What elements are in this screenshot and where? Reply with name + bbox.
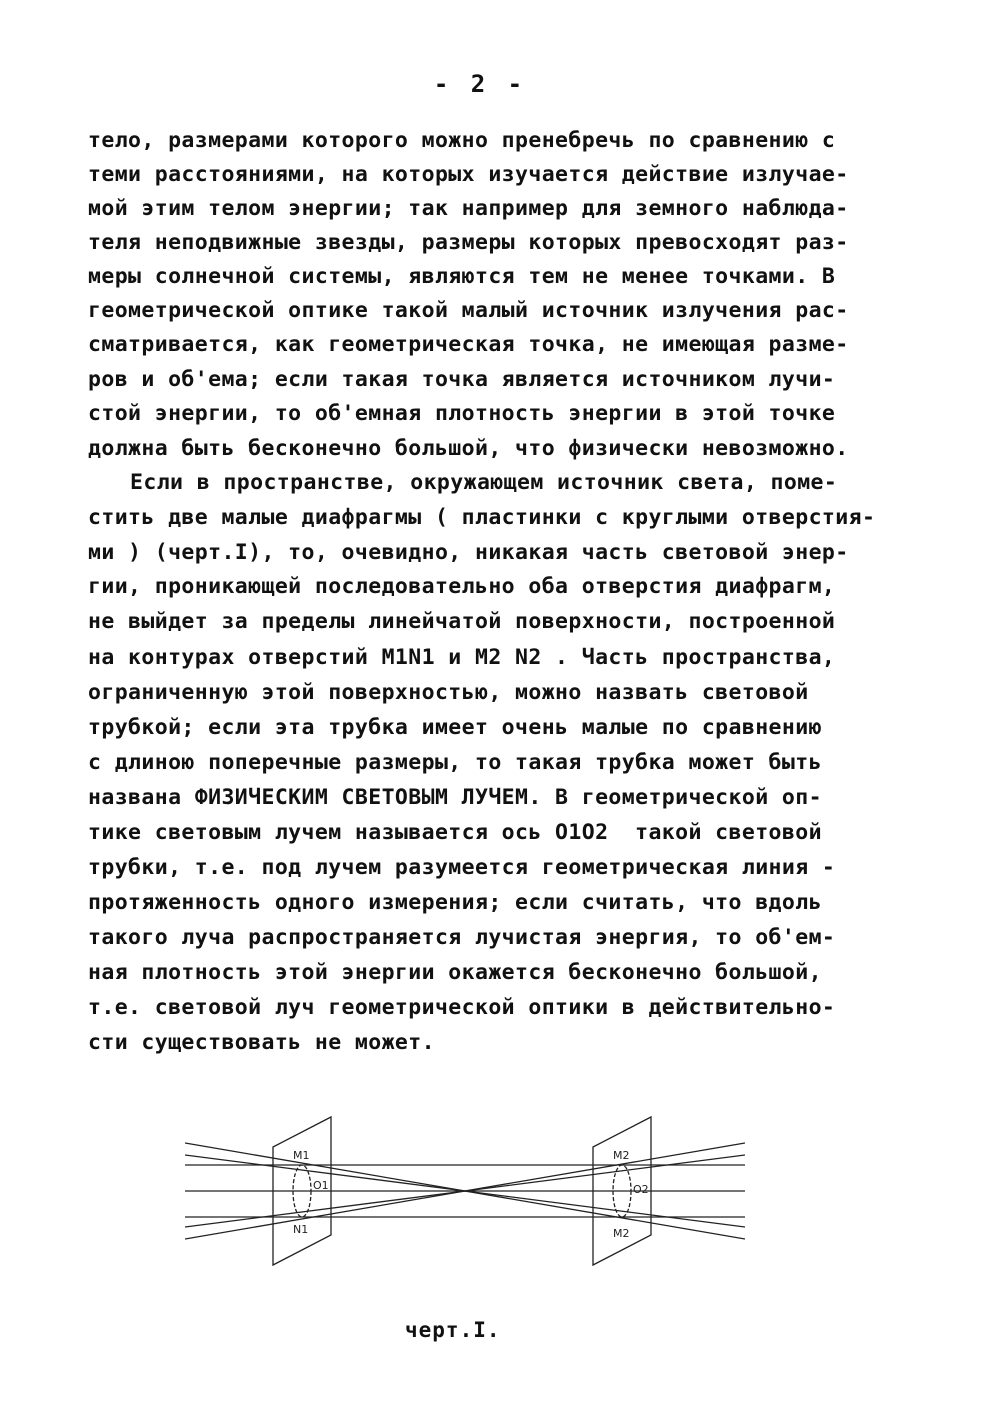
text-line: не выйдет за пределы линейчатой поверхности, построенной	[88, 609, 836, 634]
text-line: мой этим телом энергии; так например для земного наблюда-	[88, 196, 849, 221]
text-line: гии, проникающей последовательно оба отверстия диафрагм,	[88, 574, 836, 599]
label-m1: M1	[293, 1149, 310, 1162]
text-line: теля неподвижные звезды, размеры которых превосходят раз-	[88, 230, 849, 255]
text-line: геометрической оптике такой малый источник излучения рас-	[88, 298, 849, 323]
label-n1: N1	[293, 1223, 309, 1236]
page-number: - 2 -	[433, 70, 527, 98]
label-o2: O2	[633, 1183, 649, 1196]
text-line: стить две малые диафрагмы ( пластинки с круглыми отверстия-	[88, 505, 876, 530]
text-line: на контурах отверстий M1N1 и M2 N2 . Часть пространства,	[88, 645, 836, 670]
text-line: ров и об'ема; если такая точка является источником лучи-	[88, 367, 836, 392]
label-o1: O1	[313, 1179, 329, 1192]
figure-caption: черт.I.	[405, 1318, 501, 1342]
diaphragm-figure	[185, 1115, 745, 1275]
text-line: ми ) (черт.I), то, очевидно, никакая часть световой энер-	[88, 540, 849, 565]
text-line: меры солнечной системы, являются тем не менее точками. В	[88, 264, 836, 289]
text-line: тике световым лучем называется ось O1O2 такой световой	[88, 820, 822, 845]
text-line: т.е. световой луч геометрической оптики в действительно-	[88, 995, 836, 1020]
label-m2: M2	[613, 1149, 630, 1162]
text-line: ная плотность этой энергии окажется бесконечно большой,	[88, 960, 822, 985]
text-line: трубки, т.е. под лучем разумеется геометрическая линия -	[88, 855, 836, 880]
text-line: тело, размерами которого можно пренебречь по сравнению с	[88, 128, 836, 153]
text-line: Если в пространстве, окружающем источник света, поме-	[130, 470, 838, 495]
text-line: протяженность одного измерения; если считать, что вдоль	[88, 890, 822, 915]
text-line: трубкой; если эта трубка имеет очень малые по сравнению	[88, 715, 822, 740]
text-line: теми расстояниями, на которых изучается действие излучае-	[88, 162, 849, 187]
text-line: названа ФИЗИЧЕСКИМ СВЕТОВЫМ ЛУЧЕМ. В геометрической оп-	[88, 785, 822, 810]
text-line: с длиною поперечные размеры, то такая трубка может быть	[88, 750, 822, 775]
label-n2: M2	[613, 1227, 630, 1240]
text-line: сматривается, как геометрическая точка, не имеющая разме-	[88, 332, 849, 357]
text-line: такого луча распространяется лучистая энергия, то об'ем-	[88, 925, 836, 950]
text-line: должна быть бесконечно большой, что физически невозможно.	[88, 436, 849, 461]
text-line: сти существовать не может.	[88, 1030, 435, 1055]
text-line: ограниченную этой поверхностью, можно назвать световой	[88, 680, 809, 705]
text-line: стой энергии, то об'емная плотность энергии в этой точке	[88, 401, 836, 426]
